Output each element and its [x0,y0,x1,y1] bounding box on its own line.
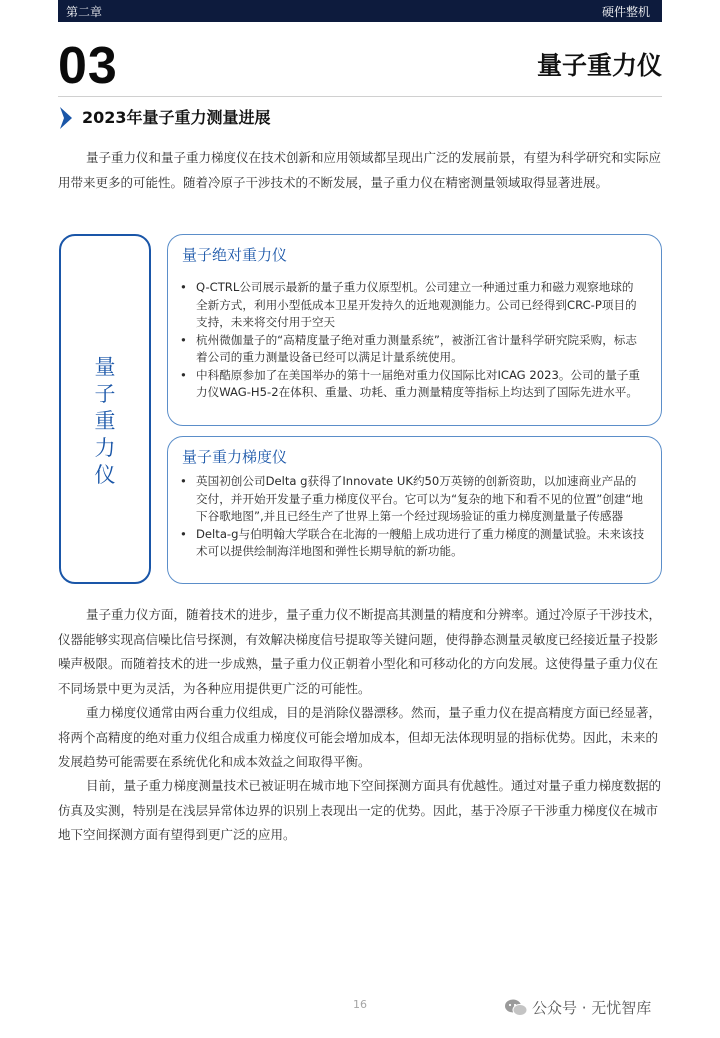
card-title: 量子重力梯度仪 [182,448,288,466]
list-item: • Q-CTRL公司展示最新的量子重力仪原型机。公司建立一种通过重力和磁力观察地球的全新方式，利用小型低成本卫星开发持久的近地观测能力。公司已经得到CRC-P项目的支持，未来将交付用于空天 [180,279,645,332]
side-label-box [59,234,151,584]
chapter-label: 第二章 [66,5,103,19]
chat-bubbles-icon [504,998,528,1018]
side-label-char: 仪 [94,463,116,487]
card-gravity-gradiometer [167,436,662,584]
side-label-char: 子 [94,382,116,406]
card-absolute-gravimeter [167,234,662,426]
side-label-char: 量 [94,355,116,379]
chevron-right-icon [58,107,74,129]
card-bullet-list [180,473,645,561]
title-divider [58,96,662,97]
side-label [61,354,149,489]
side-label-char: 重 [94,409,116,433]
list-item: • Delta-g与伯明翰大学联合在北海的一艘船上成功进行了重力梯度的测量试验。未来该技术可以提供绘制海洋地图和弹性长期导航的新功能。 [180,526,645,561]
side-label-char: 力 [94,436,116,460]
card-title: 量子绝对重力仪 [182,246,288,264]
list-item: • 杭州微伽量子的“高精度量子绝对重力测量系统”，被浙江省计量科学研究院采购，标志着公司的重力测量设备已经可以满足计量系统使用。 [180,332,645,367]
section-category-label: 硬件整机 [601,5,650,19]
card-bullet-list [180,279,645,402]
list-item: • 中科酷原参加了在美国举办的第十一届绝对重力仪国际比对ICAG 2023。公司的量子重力仪WAG-H5-2在体积、重量、功耗、重力测量精度等指标上均达到了国际先进水平。 [180,367,645,402]
page-title: 量子重力仪 [536,51,662,80]
chapter-number: 03 [58,37,118,95]
body-paragraph: 量子重力仪方面，随着技术的进步，量子重力仪不断提高其测量的精度和分辨率。通过冷原子干涉技术，仪器能够实现高信噪比信号探测，有效解决梯度信号提取等关键问题，使得静态测量灵敏度已经接近量子投影噪声极限。而随着技术的进一步成熟，量子重力仪正朝着小型化和可移动化的方向发展。这使得量子重力仪在不同场景中更为灵活，为各种应用提供更广泛的可能性。 [58,607,662,696]
body-paragraph: 目前，量子重力梯度测量技术已被证明在城市地下空间探测方面具有优越性。通过对量子重力梯度数据的仿真及实测，特别是在浅层异常体边界的识别上表现出一定的优势。因此，基于冷原子干涉重力梯度仪在城市地下空间探测方面有望得到更广泛的应用。 [58,778,662,842]
body-paragraph: 重力梯度仪通常由两台重力仪组成，目的是消除仪器漂移。然而，量子重力仪在提高精度方面已经显著，将两个高精度的绝对重力仪组合成重力梯度仪可能会增加成本，但却无法体现明显的指标优势。因此，未来的发展趋势可能需要在系统优化和成本效益之间取得平衡。 [58,705,662,769]
chapter-header-bar [58,0,662,22]
watermark-text: 公众号 · 无忧智库 [532,999,652,1017]
page-number: 16 [353,998,367,1011]
intro-paragraph: 量子重力仪和量子重力梯度仪在技术创新和应用领域都呈现出广泛的发展前景，有望为科学研究和实际应用带来更多的可能性。随着冷原子干涉技术的不断发展，量子重力仪在精密测量领域取得显著进展。 [58,150,662,190]
list-item: • 英国初创公司Delta g获得了Innovate UK约50万英镑的创新资助，以加速商业产品的交付，并开始开发量子重力梯度仪平台。它可以为“复杂的地下和看不见的位置”创建“地下谷歌地图”,并且已经生产了世界上第一个经过现场验证的重力梯度测量量子传感器 [180,473,645,526]
section-heading-text: 2023年量子重力测量进展 [82,108,271,127]
